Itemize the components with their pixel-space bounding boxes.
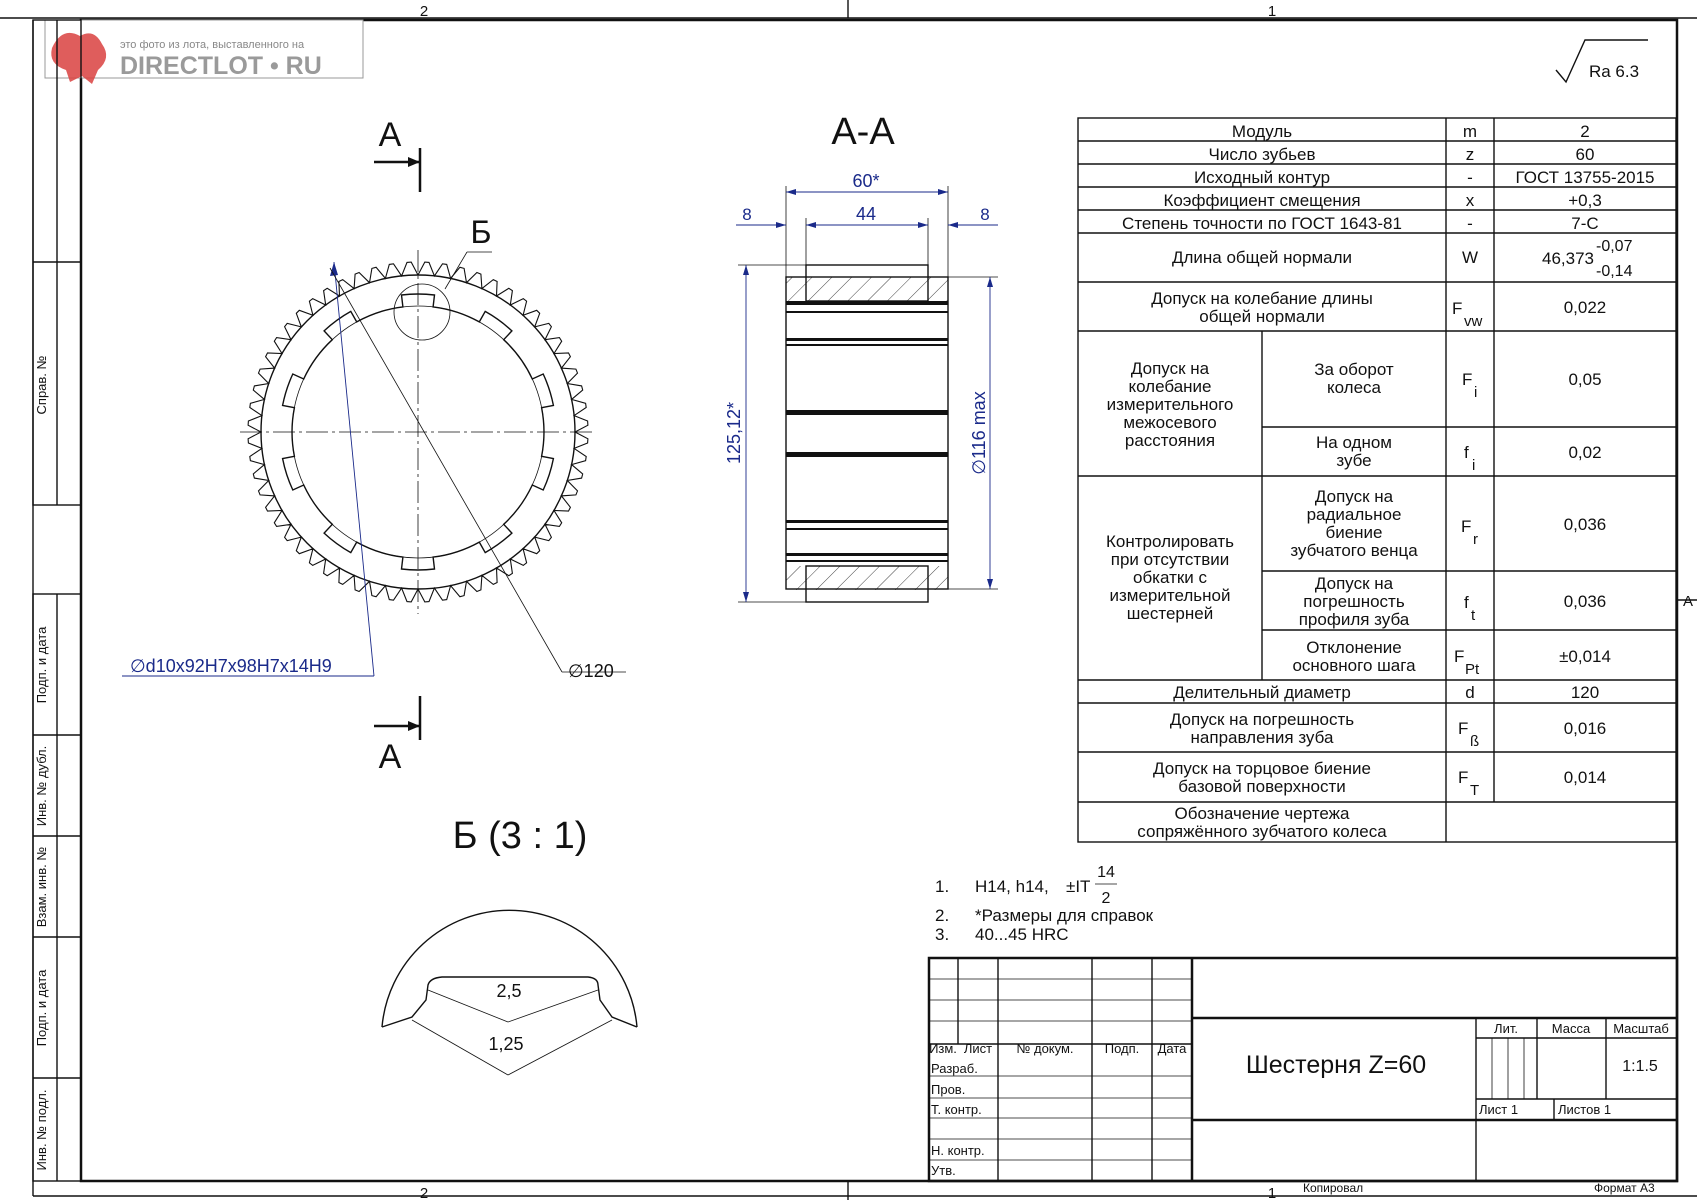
note-number: 3. [935,925,950,944]
svg-text:i: i [1472,457,1476,474]
svg-text:Допуск на: Допуск на [1314,574,1394,593]
title-block-role: Утв. [931,1163,956,1178]
table-row [1170,710,1606,750]
title-block-role: Пров. [931,1082,966,1097]
svg-text:колебание: колебание [1128,377,1212,396]
svg-text:Число зубьев: Число зубьев [1208,145,1316,164]
svg-text:F: F [1458,719,1469,738]
table-row [1209,145,1595,164]
table-row [1292,638,1610,678]
svg-text:Длина общей нормали: Длина общей нормали [1171,248,1353,267]
svg-text:t: t [1471,607,1476,624]
title-block-header: Изм. [929,1041,957,1056]
watermark [45,20,363,84]
svg-text:F: F [1461,517,1472,536]
svg-text:0,02: 0,02 [1568,443,1602,462]
table-row [1194,168,1655,187]
watermark-caption: это фото из лота, выставленного на [120,39,305,51]
side-label: Подп. и дата [34,626,49,704]
table-row [1137,804,1387,841]
drawing-frame [81,20,1677,1181]
left-offset-label: 8 [742,205,752,224]
svg-text:радиальное: радиальное [1306,505,1402,524]
technical-notes [935,864,1154,944]
section-mark-bottom [374,696,420,740]
section-letter-top: A [378,116,402,154]
svg-text:±0,014: ±0,014 [1559,647,1611,666]
height-label: 125,12* [724,401,744,465]
detail-boundary-arc [382,910,637,1027]
copied-label: Копировал [1303,1181,1364,1195]
svg-text:Коэффициент смещения: Коэффициент смещения [1163,191,1361,210]
svg-text:ГОСТ 13755-2015: ГОСТ 13755-2015 [1515,168,1655,187]
table-row [1151,289,1606,330]
svg-text:шестерней: шестерней [1126,604,1214,623]
svg-text:0,05: 0,05 [1568,370,1602,389]
detail-letter: Б [470,214,492,250]
table-row [1314,360,1601,401]
part-name: Шестерня Z=60 [1245,1051,1427,1079]
roughness-symbol [1556,40,1648,82]
svg-text:межосевого: межосевого [1123,413,1217,432]
svg-text:d: d [1465,683,1475,702]
table-row [1172,238,1633,280]
title-block [929,958,1677,1195]
svg-text:7-C: 7-C [1571,214,1599,233]
note-number: 1. [935,877,950,896]
svg-text:Обозначение чертежа: Обозначение чертежа [1174,804,1350,823]
roughness-value: Ra 6.3 [1588,62,1640,81]
svg-text:Модуль: Модуль [1231,122,1293,141]
title-block-header: Дата [1157,1041,1187,1056]
svg-text:За оборот: За оборот [1314,360,1394,379]
title-block-role: Н. контр. [931,1143,985,1158]
sheet-count: Листов 1 [1558,1102,1612,1117]
svg-text:обкатки с: обкатки с [1132,568,1208,587]
svg-text:Делительный диаметр: Делительный диаметр [1173,683,1351,702]
svg-text:i: i [1474,384,1478,401]
table-row [1173,683,1599,702]
spline-dimension-label: ∅d10x92H7x98H7x14H9 [130,656,332,676]
hub-width-label: 44 [855,204,877,224]
svg-text:f: f [1464,593,1469,612]
gear-parameter-table [1078,118,1676,842]
svg-text:зубчатого венца: зубчатого венца [1290,541,1418,560]
side-label: Инв. № дубл. [34,745,49,827]
table-row [1316,433,1602,474]
svg-text:На одном: На одном [1316,433,1392,452]
gear-section-body [786,277,948,589]
svg-text:основного шага: основного шага [1292,656,1416,675]
zone-label: 1 [1267,3,1277,20]
svg-text:vw: vw [1464,313,1483,330]
detail-dim-bottom: 1,25 [488,1034,524,1054]
svg-text:Допуск на колебание длины: Допуск на колебание длины [1151,289,1373,308]
sheet-number: Лист 1 [1479,1102,1519,1117]
table-row [1153,759,1606,799]
right-offset-label: 8 [980,205,990,224]
table-row [1299,574,1607,629]
svg-text:зубе: зубе [1336,451,1372,470]
note-text: 40...45 HRC [975,925,1069,944]
format-label: Формат A3 [1594,1181,1655,1195]
svg-text:0,036: 0,036 [1563,592,1607,611]
svg-text:14: 14 [1097,864,1115,881]
title-block-role: Т. контр. [931,1102,982,1117]
svg-text:измерительной: измерительной [1109,586,1231,605]
svg-text:профиля зуба: профиля зуба [1298,610,1410,629]
svg-text:Допуск на: Допуск на [1130,359,1210,378]
svg-text:2: 2 [1580,122,1590,141]
svg-text:2: 2 [1101,890,1111,907]
svg-text:0,022: 0,022 [1563,298,1607,317]
table-row [1163,191,1601,210]
note-tolerance: ±IT [1066,877,1091,896]
gear-front-view [122,116,626,776]
svg-text:колеса: колеса [1326,378,1382,397]
side-label: Справ. № [34,355,49,415]
title-block-header: Подп. [1104,1041,1140,1056]
diameter-dimension-label: ∅120 [568,661,614,681]
svg-text:расстояния: расстояния [1124,431,1216,450]
svg-text:общей нормали: общей нормали [1199,307,1325,326]
note-text: H14, h14, [975,877,1049,896]
svg-text:-: - [1467,168,1473,187]
detail-dim-top: 2,5 [496,981,522,1001]
table-row [1122,214,1599,233]
svg-text:Исходный контур: Исходный контур [1193,168,1331,187]
mass-label: Масса [1551,1021,1591,1036]
section-letter-bottom: A [378,738,402,776]
table-group [1106,532,1234,623]
table-row [1232,122,1590,141]
zone-label: 2 [419,3,429,20]
side-label: Подп. и дата [34,969,49,1047]
detail-title: Б (3 : 1) [452,815,588,857]
side-stamp [33,20,81,1181]
svg-text:0,014: 0,014 [1563,768,1607,787]
detail-callout-circle [394,284,450,340]
table-group [1107,359,1234,450]
svg-text:120: 120 [1570,683,1600,702]
svg-text:-: - [1467,214,1473,233]
svg-text:60: 60 [1575,145,1595,164]
svg-text:+0,3: +0,3 [1568,191,1602,210]
svg-text:базовой поверхности: базовой поверхности [1178,777,1346,796]
svg-text:Контролировать: Контролировать [1106,532,1234,551]
svg-text:F: F [1452,299,1463,318]
table-row [1290,487,1606,560]
svg-text:W: W [1461,248,1479,267]
svg-text:46,373: 46,373 [1542,249,1594,268]
watermark-brand: DIRECTLOT • RU [120,52,322,80]
title-block-header: Лист [963,1041,993,1056]
section-view-aa [724,111,998,602]
svg-text:z: z [1465,145,1475,164]
svg-text:f: f [1464,443,1469,462]
spline-bands [786,301,948,562]
section-title: A-A [831,111,895,153]
zone-label: 2 [419,1185,429,1200]
svg-text:Допуск на погрешность: Допуск на погрешность [1169,710,1355,729]
note-number: 2. [935,906,950,925]
svg-text:-0,07: -0,07 [1596,238,1633,255]
note-text: *Размеры для справок [975,906,1154,925]
svg-text:r: r [1473,531,1478,548]
side-label: Взам. инв. № [34,846,49,928]
svg-text:m: m [1462,122,1478,141]
svg-text:T: T [1470,782,1480,799]
svg-text:x: x [1465,191,1475,210]
svg-text:биение: биение [1325,523,1383,542]
svg-text:измерительного: измерительного [1106,395,1234,414]
svg-text:погрешность: погрешность [1303,592,1405,611]
scale-label: Масштаб [1613,1021,1669,1036]
svg-text:0,036: 0,036 [1563,515,1607,534]
zone-label: 1 [1267,1185,1277,1200]
svg-text:Степень точности по ГОСТ 1643-: Степень точности по ГОСТ 1643-81 [1122,214,1402,233]
side-label: Инв. № подл. [34,1089,49,1171]
lit-label: Лит. [1494,1021,1518,1036]
svg-text:F: F [1458,768,1469,787]
overall-width-label: 60* [852,171,880,191]
title-block-role: Разраб. [931,1061,978,1076]
svg-text:ß: ß [1470,733,1480,750]
scale-value: 1:1.5 [1622,1058,1658,1075]
svg-text:F: F [1462,370,1473,389]
section-mark-top [374,148,420,192]
max-diameter-label: ∅116 max [969,391,989,475]
svg-text:Допуск на: Допуск на [1314,487,1394,506]
svg-text:направления зуба: направления зуба [1190,728,1334,747]
zone-label: A [1682,593,1694,610]
svg-text:сопряжённого зубчатого колеса: сопряжённого зубчатого колеса [1137,822,1387,841]
svg-text:0,016: 0,016 [1563,719,1607,738]
svg-text:F: F [1454,647,1465,666]
svg-text:Pt: Pt [1465,661,1480,678]
svg-text:при отсутствии: при отсутствии [1110,550,1230,569]
svg-text:Допуск на торцовое биение: Допуск на торцовое биение [1153,759,1371,778]
title-block-header: № докум. [1016,1041,1074,1056]
svg-text:Отклонение: Отклонение [1306,638,1402,657]
detail-view-b [382,815,637,1075]
svg-text:-0,14: -0,14 [1596,263,1633,280]
